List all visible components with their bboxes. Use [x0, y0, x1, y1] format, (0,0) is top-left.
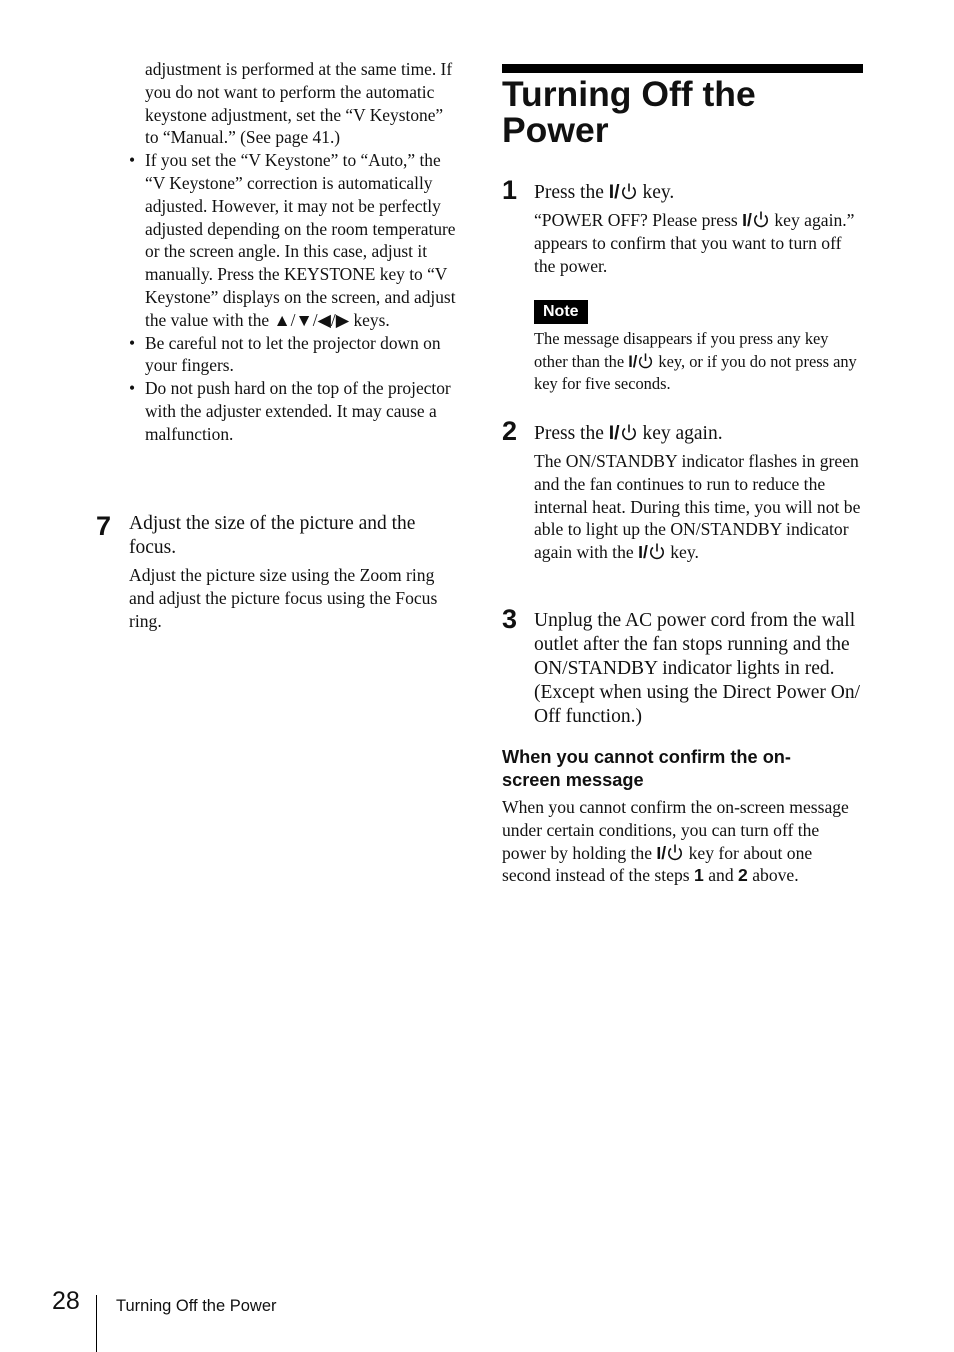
step-instruction: Adjust the size of the picture and the focus. — [129, 513, 416, 558]
step-number: 3 — [502, 604, 518, 634]
title-rule — [502, 64, 863, 73]
step-2 — [502, 417, 864, 564]
list-item: • Do not push hard on the top of the projector with the adjuster extended. It may cause a malfunction. — [129, 378, 451, 444]
step-instruction: Press the I/ key. — [534, 181, 675, 203]
step-ref: 2 — [738, 865, 748, 886]
power-icon — [666, 843, 684, 862]
subheading: When you cannot confirm the on-screen message — [502, 747, 791, 790]
step-body: The ON/STANDBY indicator flashes in green and the fan continues to run to reduce the internal heat. During this time, you will not be able to light up the ON/STANDBY indicator again with the I/ key. — [534, 451, 861, 563]
list-item: • Be careful not to let the projector down on your fingers. — [129, 332, 441, 376]
step-body: “POWER OFF? Please press I/ key again.” appears to confirm that you want to turn off the power. — [534, 210, 855, 276]
step-number: 1 — [502, 175, 518, 205]
step-ref: 1 — [694, 865, 704, 886]
bullet-marker: • — [129, 150, 136, 171]
left-column — [129, 58, 461, 446]
footer-divider — [96, 1295, 97, 1352]
step-3 — [502, 605, 864, 729]
bullet-marker: • — [129, 332, 136, 353]
note-text: The message disappears if you press any key other than the I/ key, or if you do not press any key for five seconds. — [534, 329, 857, 393]
footer-section-title: Turning Off the Power — [116, 1297, 277, 1315]
power-icon — [637, 352, 654, 370]
body-paragraph: When you cannot confirm the on-screen message under certain conditions, you can turn off the power by holding the I/ key for about one second instead of the steps 1 and 2 above. — [502, 797, 849, 886]
step-1 — [502, 176, 864, 277]
step-instruction: Unplug the AC power cord from the wall outlet after the fan stops running and the ON/STANDBY indicator lights in red. (Except when using the Direct Power On/ Off function.) — [534, 610, 860, 727]
power-icon — [620, 423, 638, 442]
step-7 — [96, 512, 464, 632]
list-item: • If you set the “V Keystone” to “Auto,” the “V Keystone” correction is automatically adjusted. However, it may not be perfectly adjusted depending on the room temperature or the screen angle. In this case, adjust it manually. Press the KEYSTONE key to “V Keystone” displays on the screen, and adjust the value with the ▲/▼/◀/▶ keys. — [129, 150, 456, 330]
step-number: 7 — [96, 511, 112, 541]
step-instruction: Press the I/ key again. — [534, 422, 723, 444]
step-number: 2 — [502, 416, 518, 446]
note-label: Note — [534, 300, 588, 324]
page-number: 28 — [52, 1287, 80, 1315]
bullet-list — [129, 149, 461, 445]
bullet-marker: • — [129, 378, 136, 399]
power-icon — [648, 542, 666, 561]
power-icon — [620, 182, 638, 201]
power-icon — [752, 210, 770, 229]
step-body: Adjust the picture size using the Zoom ring and adjust the picture focus using the Focus ring. — [129, 565, 438, 631]
continued-text: adjustment is performed at the same time. If you do not want to perform the automatic keystone adjustment, set the “V Keystone” to “Manual.” (See page 41.) — [145, 59, 453, 148]
page-title: Turning Off the Power — [502, 74, 756, 150]
